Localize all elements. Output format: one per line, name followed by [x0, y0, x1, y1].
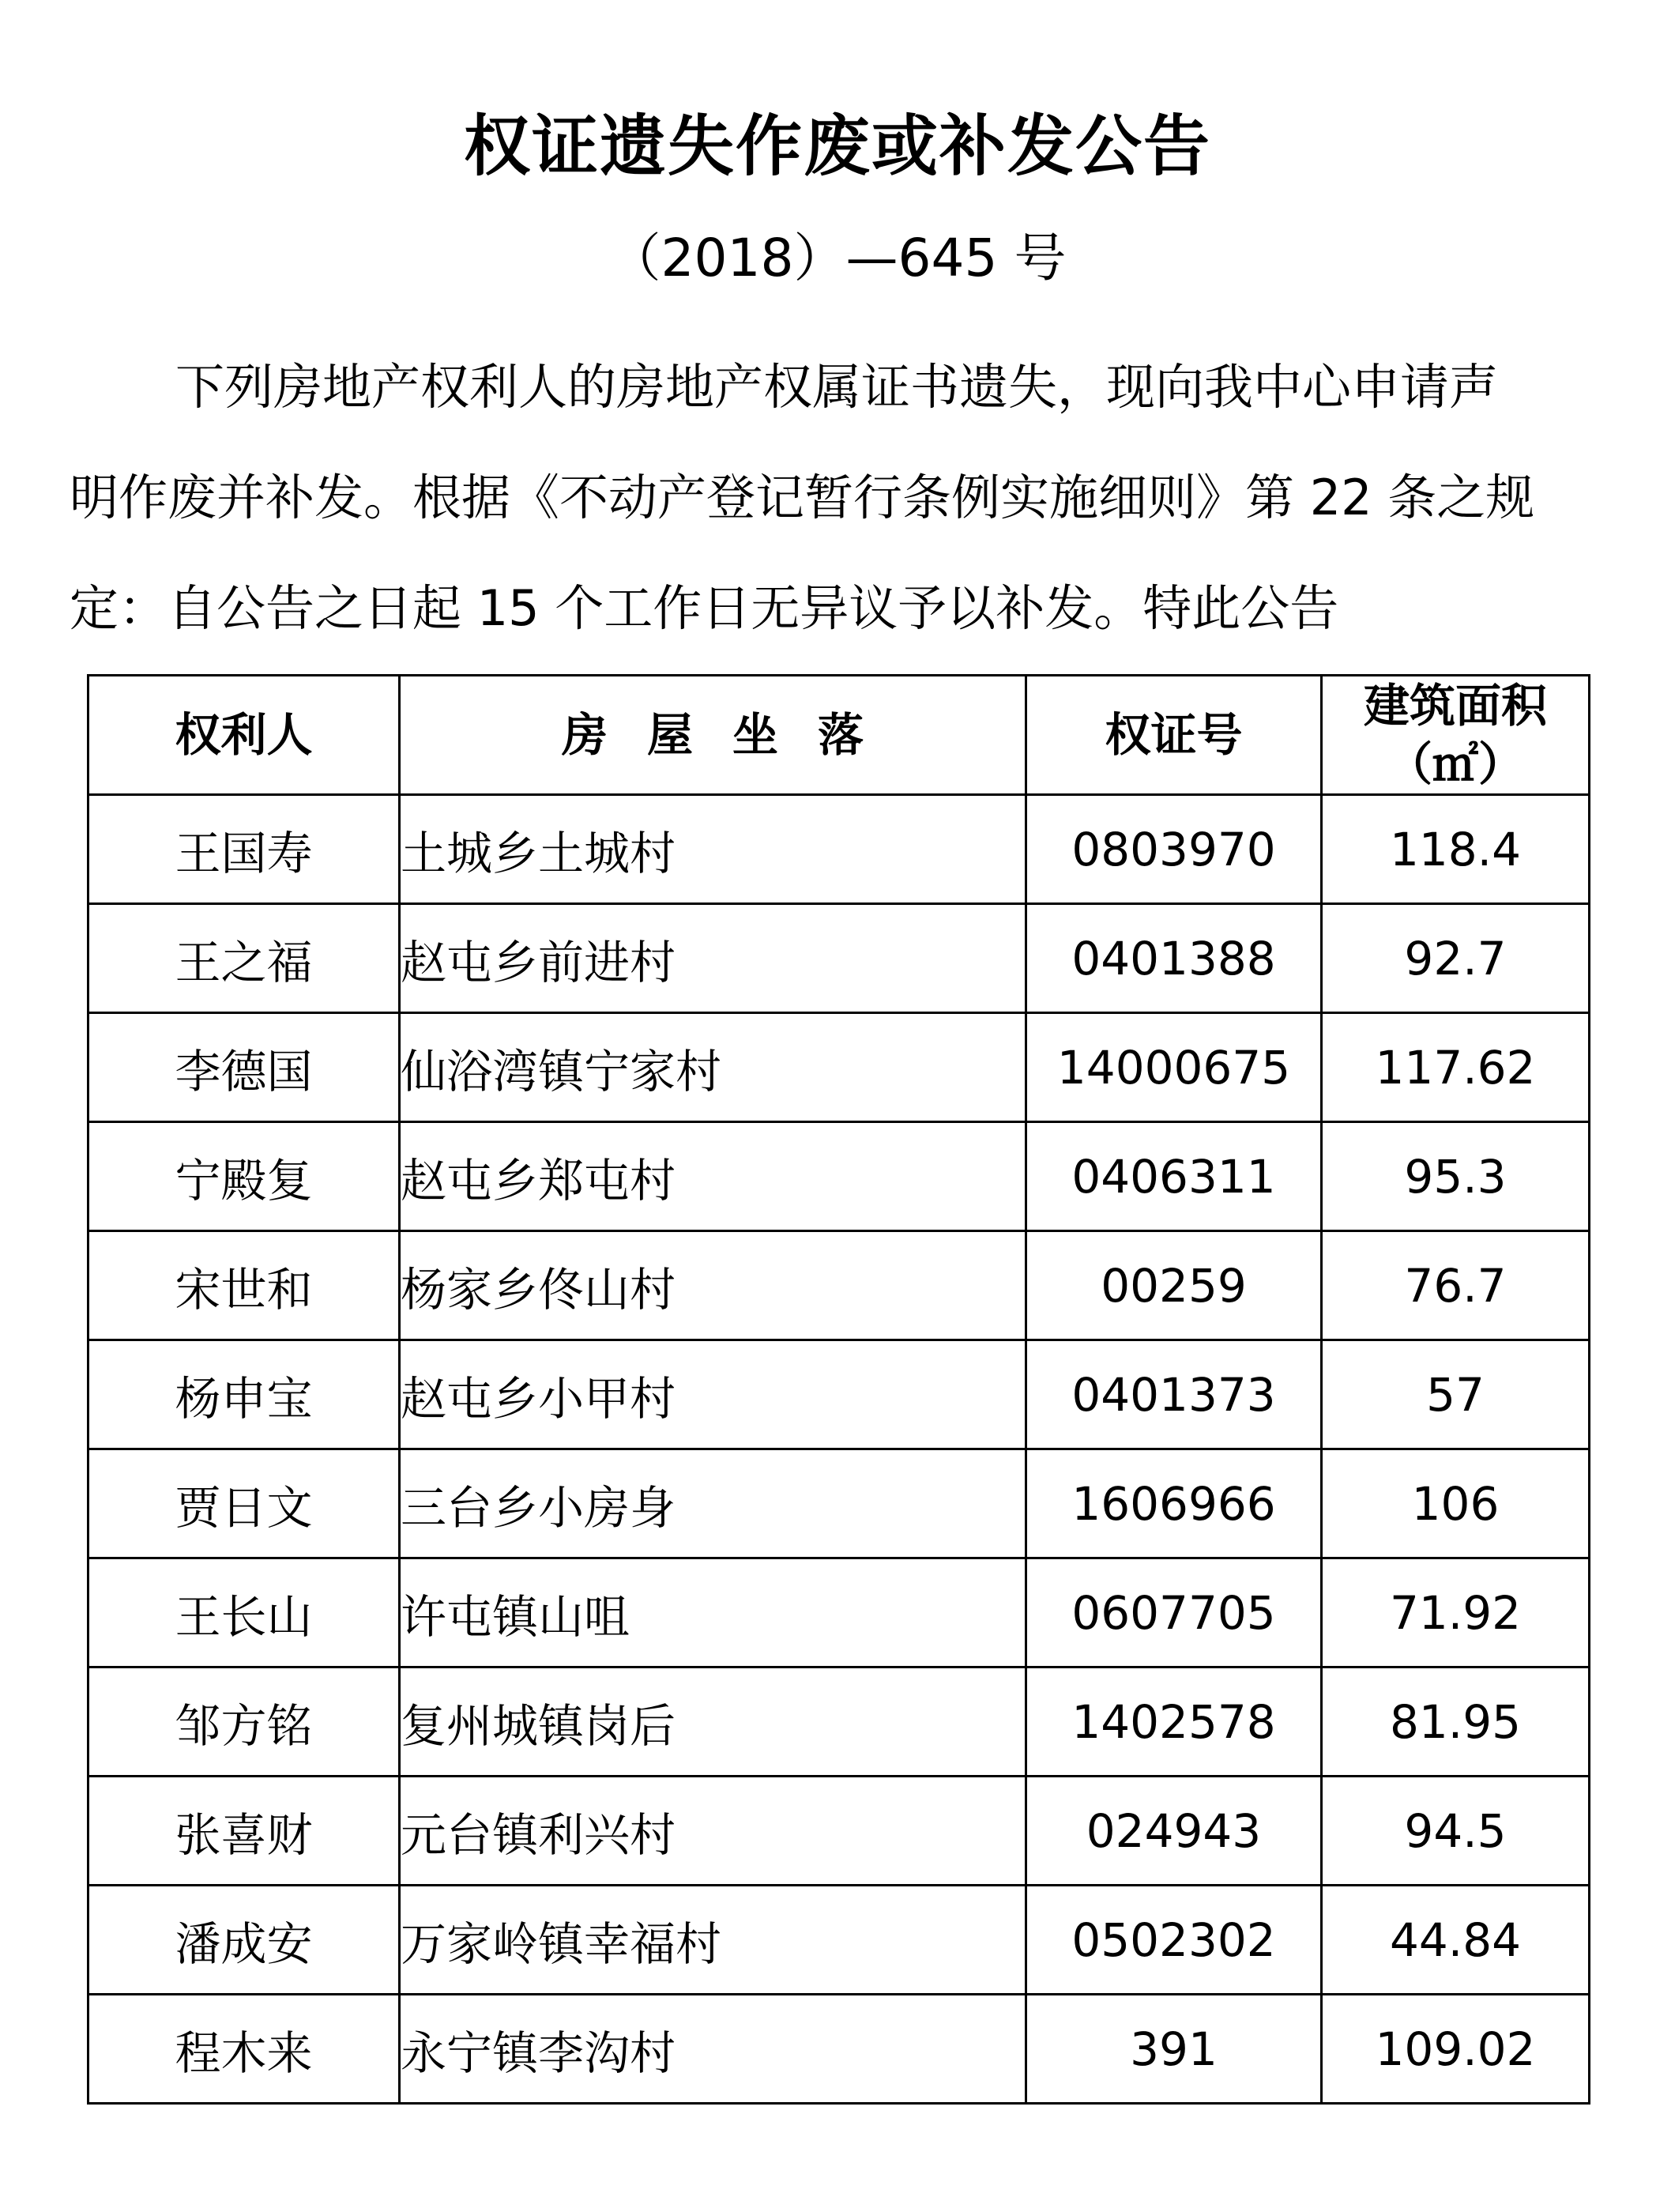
- area-cell: 95.3: [1322, 1122, 1590, 1231]
- location-cell: 仙浴湾镇宁家村: [400, 1013, 1026, 1122]
- cert-no-cell: 024943: [1026, 1777, 1322, 1886]
- header-area-unit: （㎡）: [1386, 737, 1524, 791]
- header-owner: 权利人: [88, 676, 400, 795]
- table-row: [88, 1231, 1590, 1340]
- table-row: [88, 1340, 1590, 1449]
- area-cell: 71.92: [1322, 1558, 1590, 1667]
- owner-cell: 邹方铭: [88, 1667, 400, 1777]
- location-cell: 万家岭镇幸福村: [400, 1886, 1026, 1995]
- table-body: [88, 795, 1590, 2104]
- certificate-table: [87, 674, 1590, 2105]
- area-cell: 94.5: [1322, 1777, 1590, 1886]
- paragraph-line: 明作废并补发。根据《不动产登记暂行条例实施细则》第 22 条之规: [70, 469, 1535, 526]
- table-row: [88, 1449, 1590, 1558]
- area-cell: 118.4: [1322, 795, 1590, 904]
- owner-cell: 王国寿: [88, 795, 400, 904]
- location-cell: 杨家乡佟山村: [400, 1231, 1026, 1340]
- area-cell: 109.02: [1322, 1995, 1590, 2104]
- notice-paragraph: [70, 332, 1618, 664]
- cert-no-cell: 1402578: [1026, 1667, 1322, 1777]
- area-cell: 57: [1322, 1340, 1590, 1449]
- owner-cell: 张喜财: [88, 1777, 400, 1886]
- owner-cell: 宁殿复: [88, 1122, 400, 1231]
- table-row: [88, 1122, 1590, 1231]
- cert-no-cell: 1606966: [1026, 1449, 1322, 1558]
- owner-cell: 杨申宝: [88, 1340, 400, 1449]
- header-location: 房屋坐落: [400, 676, 1026, 795]
- notice-title: 权证遗失作废或补发公告: [463, 107, 1211, 185]
- table-row: [88, 1777, 1590, 1886]
- location-cell: 复州城镇岗后: [400, 1667, 1026, 1777]
- area-cell: 81.95: [1322, 1667, 1590, 1777]
- cert-no-cell: 0401373: [1026, 1340, 1322, 1449]
- area-cell: 76.7: [1322, 1231, 1590, 1340]
- cert-no-cell: 0401388: [1026, 904, 1322, 1013]
- cert-no-cell: 0607705: [1026, 1558, 1322, 1667]
- cert-no-cell: 14000675: [1026, 1013, 1322, 1122]
- header-area: [1322, 676, 1590, 795]
- area-cell: 106: [1322, 1449, 1590, 1558]
- owner-cell: 潘成安: [88, 1886, 400, 1995]
- cert-no-cell: 00259: [1026, 1231, 1322, 1340]
- location-cell: 赵屯乡郑屯村: [400, 1122, 1026, 1231]
- location-cell: 土城乡土城村: [400, 795, 1026, 904]
- area-cell: 92.7: [1322, 904, 1590, 1013]
- table-row: [88, 795, 1590, 904]
- location-cell: 赵屯乡前进村: [400, 904, 1026, 1013]
- location-cell: 三台乡小房身: [400, 1449, 1026, 1558]
- area-cell: 117.62: [1322, 1013, 1590, 1122]
- cert-no-cell: 0406311: [1026, 1122, 1322, 1231]
- table-row: [88, 1013, 1590, 1122]
- table-row: [88, 1558, 1590, 1667]
- cert-no-cell: 0803970: [1026, 795, 1322, 904]
- owner-cell: 贾日文: [88, 1449, 400, 1558]
- table-row: [88, 1667, 1590, 1777]
- cert-no-cell: 0502302: [1026, 1886, 1322, 1995]
- header-cert-no: 权证号: [1026, 676, 1322, 795]
- table-row: [88, 1995, 1590, 2104]
- owner-cell: 王之福: [88, 904, 400, 1013]
- paragraph-line: 定：自公告之日起 15 个工作日无异议予以补发。特此公告: [70, 579, 1339, 637]
- owner-cell: 王长山: [88, 1558, 400, 1667]
- header-area-label: 建筑面积: [1363, 679, 1547, 733]
- location-cell: 赵屯乡小甲村: [400, 1340, 1026, 1449]
- owner-cell: 宋世和: [88, 1231, 400, 1340]
- area-cell: 44.84: [1322, 1886, 1590, 1995]
- table-row: [88, 904, 1590, 1013]
- cert-no-cell: 391: [1026, 1995, 1322, 2104]
- paragraph-line: 下列房地产权利人的房地产权属证书遗失，现向我中心申请声: [175, 358, 1499, 416]
- owner-cell: 李德国: [88, 1013, 400, 1122]
- document-number: （2018）—645 号: [608, 228, 1067, 288]
- location-cell: 许屯镇山咀: [400, 1558, 1026, 1667]
- owner-cell: 程木来: [88, 1995, 400, 2104]
- location-cell: 元台镇利兴村: [400, 1777, 1026, 1886]
- table-header-row: [88, 676, 1590, 795]
- table-row: [88, 1886, 1590, 1995]
- location-cell: 永宁镇李沟村: [400, 1995, 1026, 2104]
